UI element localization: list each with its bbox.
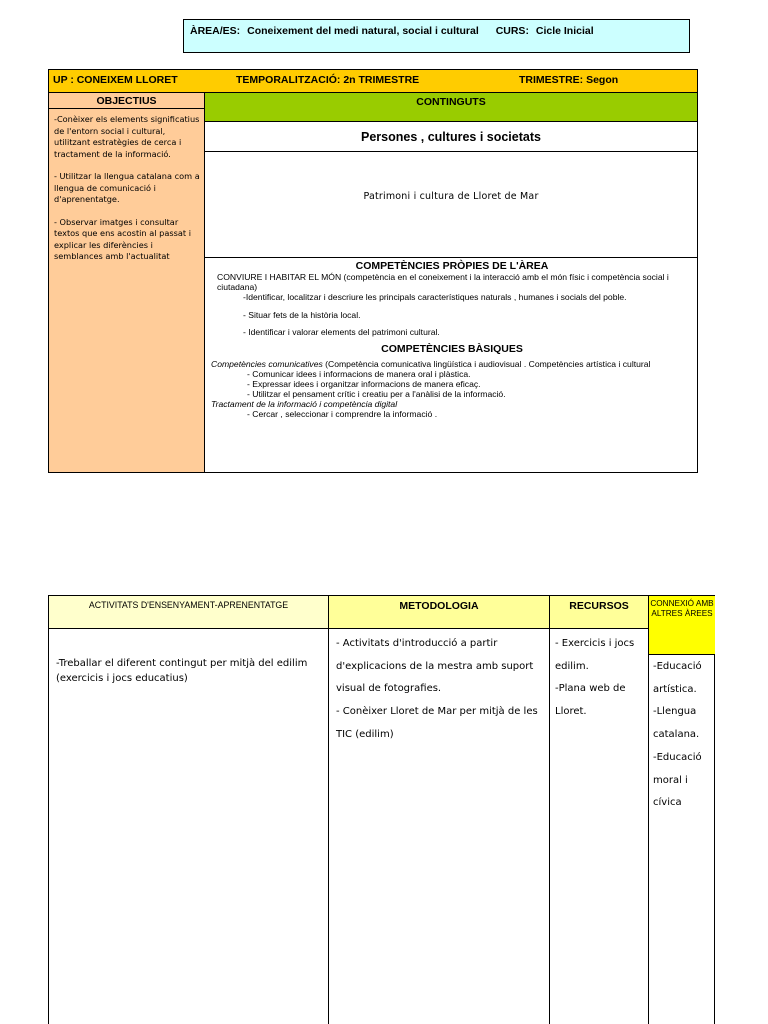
comunicatives-text	[211, 359, 693, 369]
objectius-column	[49, 93, 205, 472]
metodologia-item: - Conèixer Lloret de Mar per mitjà de les TIC (edilim)	[336, 706, 538, 740]
connexio-item: -Educació moral i cívica	[653, 752, 702, 809]
activities-table	[48, 595, 715, 1024]
tractament-text: Tractament de la informació i competència digital	[211, 399, 398, 409]
comunicatives-rest: (Competència comunicativa lingüística i audiovisual . Competències artística i cultural	[322, 359, 651, 369]
patrimoni-text: Patrimoni i cultura de Lloret de Mar	[205, 152, 697, 258]
comp-area-item: -Identificar, localitzar i descriure les principals característiques naturals , humanes i socials del poble.	[243, 292, 627, 302]
comp-area-item: - Situar fets de la història local.	[243, 310, 361, 320]
continguts-column	[205, 93, 697, 472]
planning-table	[48, 69, 698, 473]
up-title: UP : CONEIXEM LLORET	[53, 74, 178, 86]
metodologia-item: - Activitats d'introducció a partir d'explicacions de la mestra amb suport visual de fotografies.	[336, 638, 534, 695]
activitats-title: ACTIVITATS D'ENSENYAMENT-APRENENTATGE	[49, 596, 328, 629]
recursos-item: -Plana web de Lloret.	[555, 683, 626, 717]
metodologia-title: METODOLOGIA	[329, 596, 549, 629]
connexio-item: -Llengua catalana.	[653, 706, 700, 740]
comunicatives-item: - Utilitzar el pensament crític i creatiu per a l'anàlisi de la informació.	[247, 389, 506, 399]
trimestre: TRIMESTRE: Segon	[519, 74, 619, 86]
table-header-row	[49, 70, 697, 93]
tractament-item: - Cercar , seleccionar i comprendre la informació .	[247, 409, 438, 419]
recursos-item: - Exercicis i jocs edilim.	[555, 638, 635, 672]
recursos-title: RECURSOS	[550, 596, 648, 629]
connexio-column	[649, 596, 715, 1024]
persones-heading: Persones , cultures i societats	[205, 122, 697, 152]
connexio-item: -Educació artística.	[653, 661, 702, 695]
comunicatives-item: - Expressar idees i organitzar informacions de manera eficaç.	[247, 379, 481, 389]
recursos-column	[550, 596, 649, 1024]
comunicatives-italic: Competències comunicatives	[211, 359, 323, 369]
temporalitzacio: TEMPORALITZACIÓ: 2n TRIMESTRE	[236, 74, 420, 86]
comp-area-title: COMPETÈNCIES PRÒPIES DE L'ÀREA	[355, 260, 549, 272]
continguts-title: CONTINGUTS	[205, 93, 697, 122]
objectiu-item: - Observar imatges i consultar textos que ens acostin al passat i explicar les diferències i semblances amb l'actualitat	[54, 216, 191, 261]
curs-label: CURS:	[495, 25, 529, 37]
conviure-text: CONVIURE I HABITAR EL MÓN (competència en el coneixement i la interacció amb el món físic i competència social i ciutadana)	[217, 272, 669, 292]
comp-basiques-title: COMPETÈNCIES BÀSIQUES	[381, 343, 523, 355]
connexio-title: CONNEXIÓ AMB ALTRES ÀREES	[649, 596, 715, 655]
activitats-column	[49, 596, 329, 1024]
competencies-section	[205, 258, 697, 419]
objectiu-item: -Conèixer els elements significatius de l'entorn social i cultural, utilitzant estratègies de cerca i tractament de la informació.	[54, 114, 200, 159]
comp-area-item: - Identificar i valorar elements del patrimoni cultural.	[243, 327, 440, 337]
objectiu-item: - Utilitzar la llengua catalana com a llengua de comunicació i d'aprenentatge.	[54, 171, 200, 204]
objectius-title: OBJECTIUS	[49, 93, 204, 109]
activitats-text: -Treballar el diferent contingut per mitjà del edilim (exercicis i jocs educatius)	[56, 658, 308, 684]
curs-value: Cicle Inicial	[535, 25, 594, 37]
area-value: Coneixement del medi natural, social i cultural	[247, 25, 479, 37]
header-box	[183, 19, 690, 53]
comunicatives-item: - Comunicar idees i informacions de manera oral i plàstica.	[247, 369, 471, 379]
metodologia-column	[329, 596, 550, 1024]
area-label: ÀREA/ES:	[190, 25, 241, 37]
